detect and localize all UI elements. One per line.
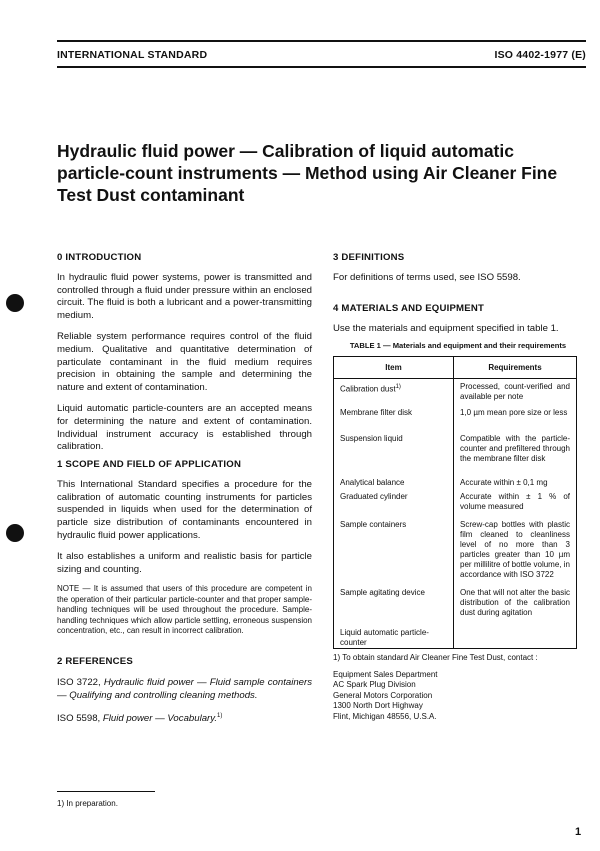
table-row [334,517,577,585]
address-line-1: Equipment Sales Department [333,670,438,679]
references-section [57,656,312,726]
definitions-section [333,252,588,285]
reference-2-footnote-mark: 1) [216,713,223,720]
title-line-1: Hydraulic fluid power — Calibration of liquid automatic [57,141,514,161]
table-cell-requirement: One that will not alter the basic distribution of the calibration dust during agitation [454,585,577,625]
item-footnote-mark: 1) [395,384,401,390]
table-cell-requirement: Processed, count-verified and available per note [454,379,577,405]
scope-heading: 1 SCOPE AND FIELD OF APPLICATION [57,459,242,470]
definitions-heading: 3 DEFINITIONS [333,252,405,263]
address-line-2: AC Spark Plug Division [333,680,416,690]
table-cell-requirement: Accurate within ± 0,1 mg [454,475,577,489]
reference-iso-3722 [57,677,312,703]
header-standard-label: INTERNATIONAL STANDARD [57,49,208,61]
table-caption: TABLE 1 — Materials and equipment and their requirements [349,341,567,350]
column-header-item: Item [334,357,454,379]
scope-paragraph-2: It also establishes a uniform and realistic basis for particle sizing and counting. [57,550,312,575]
scope-section [57,459,312,637]
table-footnote: 1) To obtain standard Air Cleaner Fine Test Dust, contact : [333,653,538,662]
intro-paragraph-1: In hydraulic fluid power systems, power is transmitted and controlled through a fluid under pressure within an enclosed circuit. The fluid is both a lubricant and a power-transmitting medium. [57,271,312,322]
intro-section [57,252,312,454]
table-row [334,405,577,431]
table-cell-requirement: 1,0 µm mean pore size or less [454,405,577,431]
address-line-5: Flint, Michigan 48556, U.S.A. [333,711,437,721]
materials-paragraph: Use the materials and equipment specified in table 1. [333,322,559,334]
punch-hole-bottom [6,524,24,542]
table-cell-requirement [454,625,577,649]
scope-note: NOTE — It is assumed that users of this procedure are competent in the operation of their particular particle-counter and that proper sample-handling techniques will be used throughout the procedure. Sample-handling techniques which allow particle settling, erroneous suspension concentration, etc., can result in incorrect calibration. [57,584,312,636]
document-title [57,140,577,206]
table-cell-item: Graduated cylinder [334,489,454,517]
table-cell-item: Sample containers [334,517,454,585]
table-cell-requirement: Compatible with the particle-counter and prefiltered through the membrane filter disk [454,431,577,475]
reference-1-title: Hydraulic fluid power — Fluid sample containers — Qualifying and controlling cleaning methods. [57,676,313,701]
requirements-table [333,356,577,649]
table-row [334,379,577,405]
table-cell-requirement: Screw-cap bottles with plastic film cleaned to cleanliness level of no more than 3 particles greater than 10 µm per millilitre of bottle volume, in accordance with ISO 3722 [454,517,577,585]
scope-paragraph-1: This International Standard specifies a procedure for the calibration of automatic counting instruments for particles suspended in liquids when used for the determination of particle size distribution of contaminants encountered in hydraulic fluid power applications. [57,478,312,541]
punch-hole-top [6,294,24,312]
references-heading: 2 REFERENCES [57,656,133,667]
page-number: 1 [575,826,582,838]
address-line-3: General Motors Corporation [333,690,433,700]
supplier-address [333,670,438,722]
reference-1-number: ISO 3722, [57,676,101,688]
reference-2-title: Fluid power — Vocabulary. [102,713,217,725]
header-document-number: ISO 4402-1977 (E) [494,49,586,61]
table-cell-requirement: Accurate within ± 1 % of volume measured [454,489,577,517]
address-line-4: 1300 North Dort Highway [333,701,423,711]
materials-heading: 4 MATERIALS AND EQUIPMENT [333,303,485,314]
materials-section [333,303,588,336]
reference-2-number: ISO 5598, [57,713,101,725]
intro-heading: 0 INTRODUCTION [57,252,142,263]
table-cell-item [334,379,454,405]
intro-paragraph-3: Liquid automatic particle-counters are an accepted means for determining the nature and extent of contamination. Individual instrument accuracy is established through calibration. [57,402,312,453]
table-row [334,489,577,517]
title-line-2: particle-count instruments — Method using Air Cleaner Fine [57,163,558,183]
table-row [334,475,577,489]
table-cell-item: Sample agitating device [334,585,454,625]
footnote-rule [57,791,155,792]
title-line-3: Test Dust contaminant [57,185,245,205]
table-cell-item: Membrane filter disk [334,405,454,431]
table-row [334,585,577,625]
table-cell-item: Suspension liquid [334,431,454,475]
definitions-paragraph: For definitions of terms used, see ISO 5598. [333,271,521,283]
table-cell-item: Liquid automatic particle-counter [334,625,454,649]
table-header-row [334,357,577,379]
reference-iso-5598 [57,710,312,726]
header-rule-bottom [57,66,586,68]
table-row [334,625,577,649]
item-calibration-dust: Calibration dust [340,384,396,394]
intro-paragraph-2: Reliable system performance requires control of the fluid medium. Qualitative and quantitative determination of particulate contaminant in the fluid medium requires precision in obtaining the sample and determining the nature and extent of contamination. [57,330,312,394]
header-rule-top [57,40,586,42]
page-footnote: 1) In preparation. [57,799,118,808]
table-cell-item: Analytical balance [334,475,454,489]
table-row [334,431,577,475]
column-header-requirements: Requirements [454,357,577,379]
